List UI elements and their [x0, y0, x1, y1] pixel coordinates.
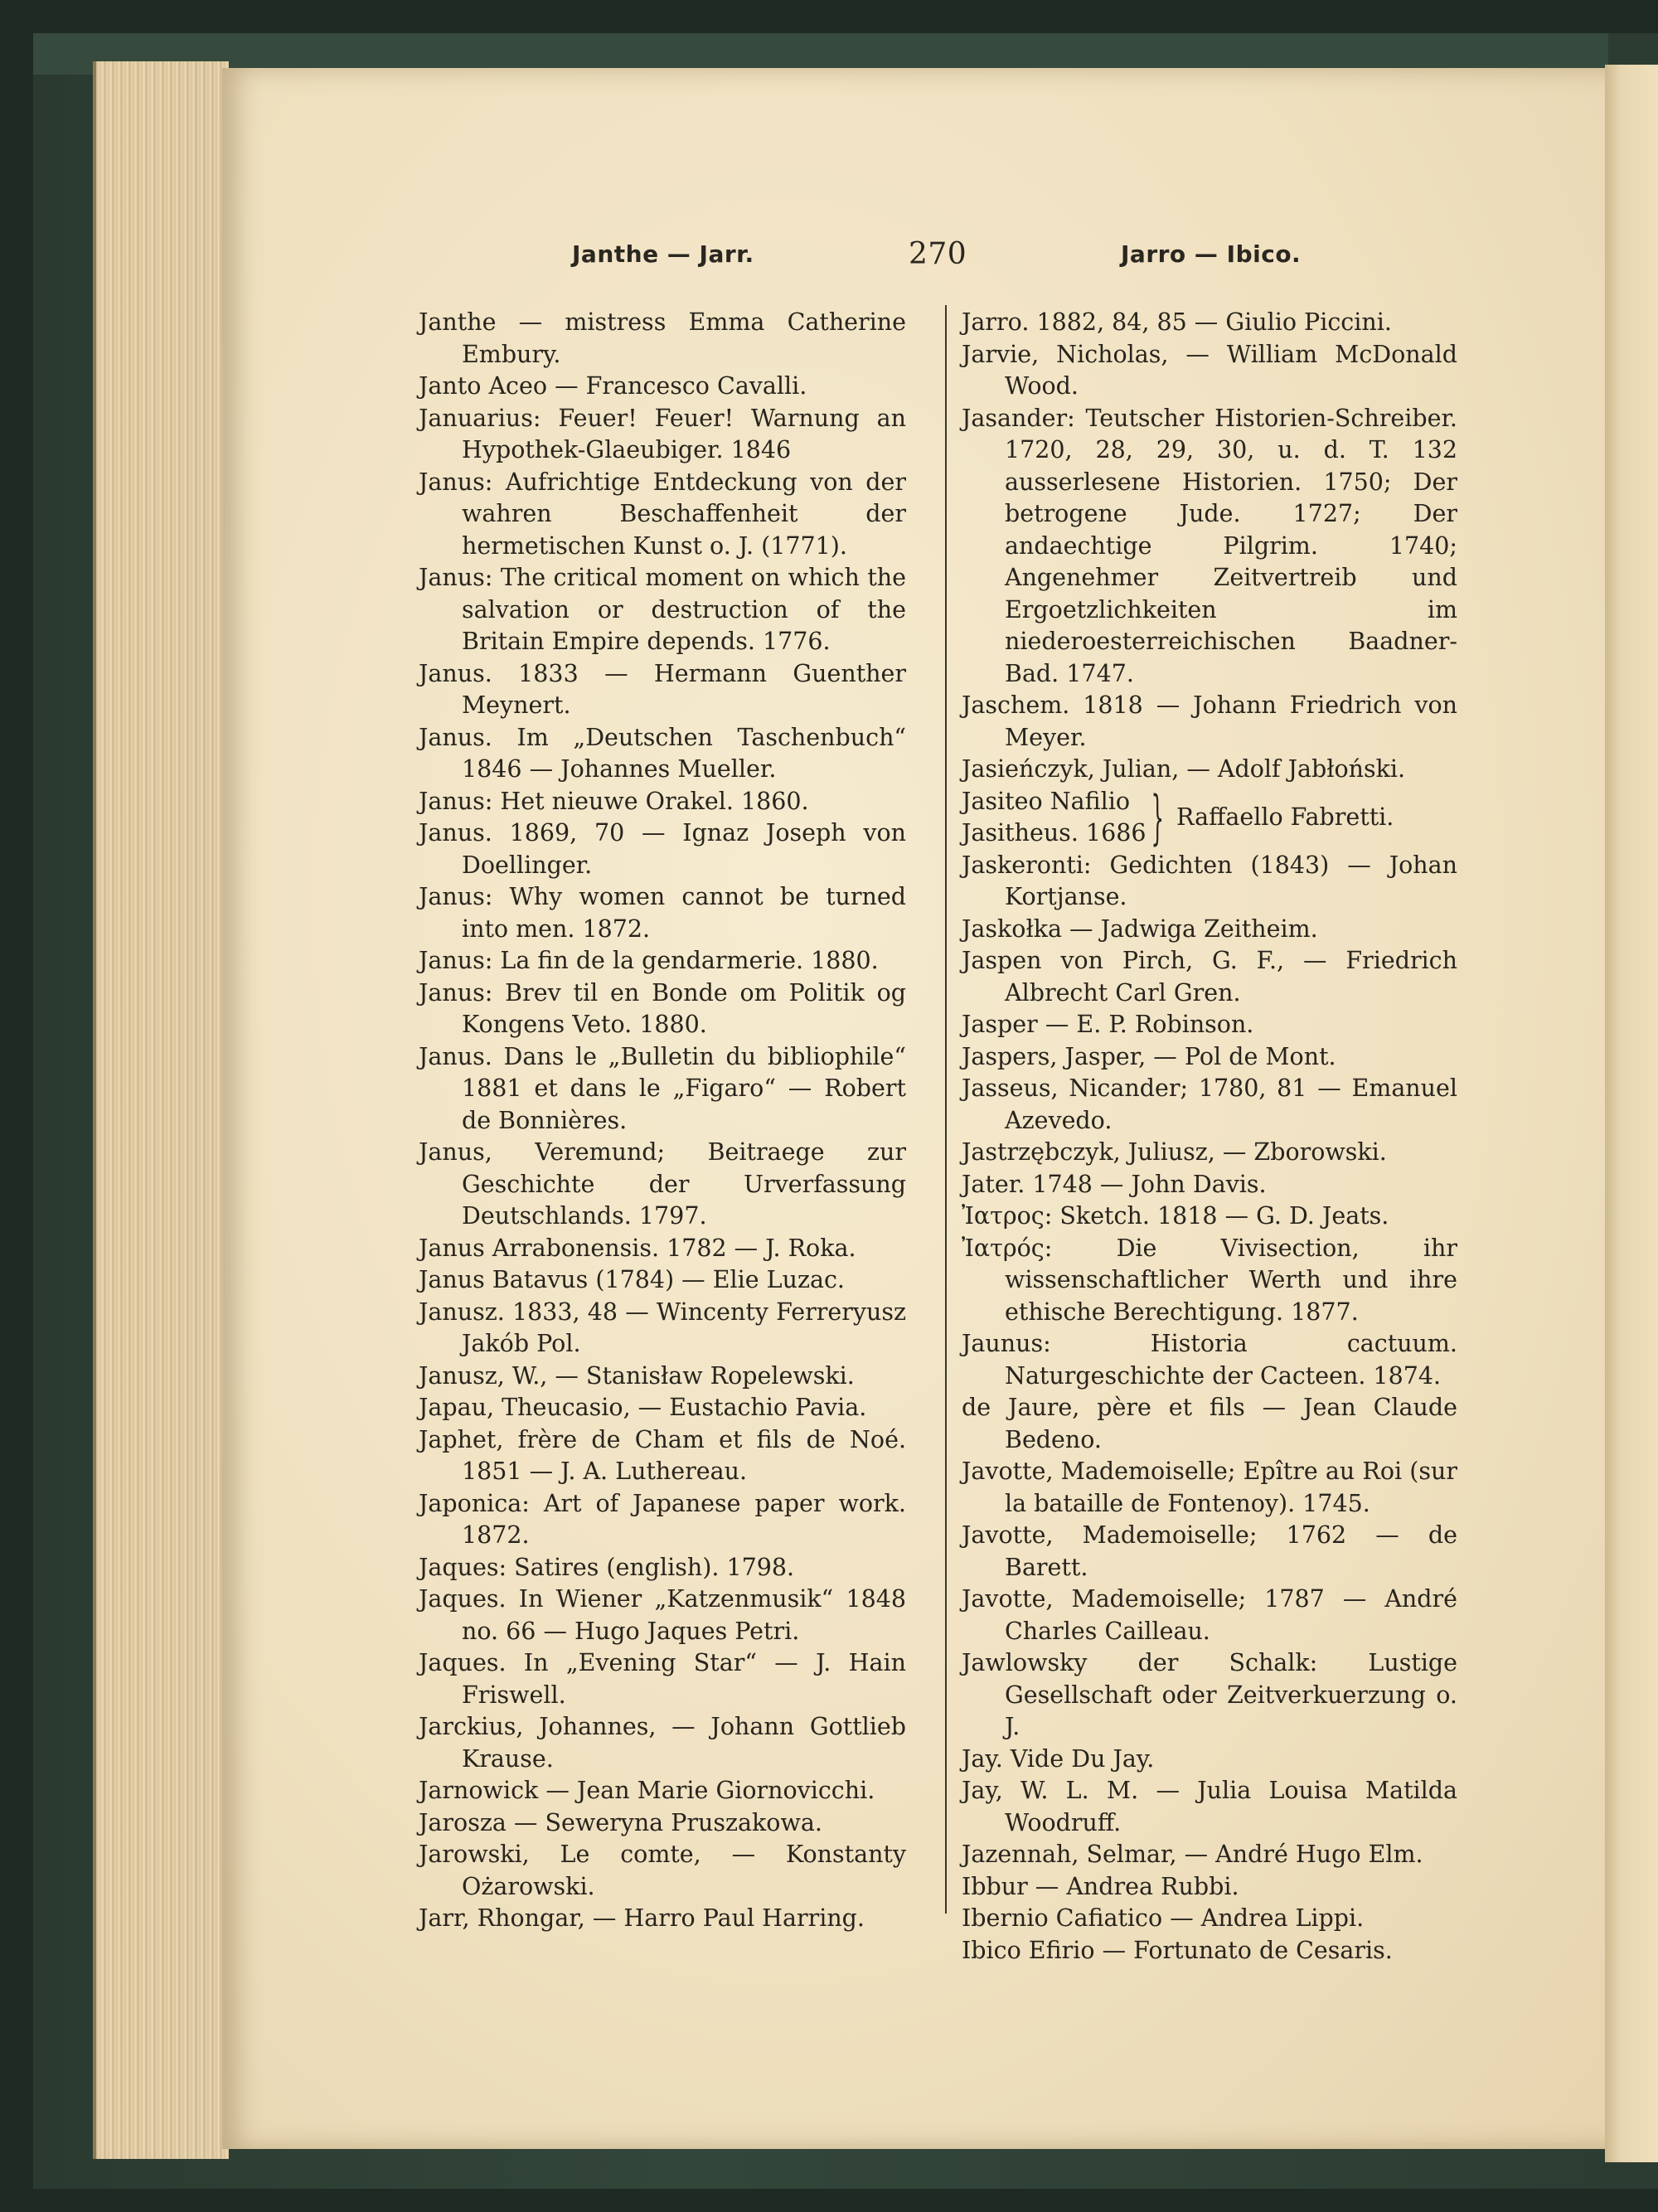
brace-line: Jasiteo Nafilio: [962, 787, 1131, 815]
column-divider: [945, 305, 947, 1914]
entry: Jarnowick — Jean Marie Giornovicchi.: [419, 1777, 875, 1804]
brace-pseudonyms: [962, 786, 1146, 850]
entry: Jawlowsky der Schalk: Lustige Gesellschaft oder Zeitverkuerzung o. J.: [962, 1649, 1457, 1740]
entry: Janus. 1869, 70 — Ignaz Joseph von Doellinger.: [419, 819, 906, 879]
entry: Jarro. 1882, 84, 85 — Giulio Piccini.: [962, 308, 1392, 336]
right-column: [962, 307, 1457, 1967]
entry: Janus. Im „Deutschen Taschenbuch“ 1846 — Johannes Mueller.: [419, 723, 906, 783]
entry: Janus, Veremund; Beitraege zur Geschichte der Urverfassung Deutschlands. 1797.: [419, 1138, 906, 1230]
entry: Japonica: Art of Japanese paper work. 1872.: [419, 1489, 906, 1549]
entry: Ibbur — Andrea Rubbi.: [962, 1872, 1239, 1900]
entry: Jazennah, Selmar, — André Hugo Elm.: [962, 1841, 1423, 1868]
entry: Japau, Theucasio, — Eustachio Pavia.: [419, 1394, 867, 1421]
entry: Jasper — E. P. Robinson.: [962, 1011, 1254, 1038]
entry: Janus. 1833 — Hermann Guenther Meynert.: [419, 659, 906, 719]
entry: Janusz, W., — Stanisław Ropelewski.: [419, 1361, 855, 1390]
page-number: 270: [909, 237, 967, 271]
entry: Ἰατρός: Die Vivisection, ihr wissenschaftlicher Werth und ihre ethische Berechtigung. 1877.: [962, 1234, 1457, 1326]
entry: Janto Aceo — Francesco Cavalli.: [419, 372, 807, 400]
page-edges: [93, 61, 229, 2159]
entry: Janusz. 1833, 48 — Wincenty Ferreryusz Jakób Pol.: [419, 1298, 906, 1357]
entry: Jarckius, Johannes, — Johann Gottlieb Krause.: [419, 1713, 906, 1773]
entry: Janthe — mistress Emma Catherine Embury.: [419, 308, 906, 368]
brace-target: Raffaello Fabretti.: [1176, 803, 1394, 831]
entry: Javotte, Mademoiselle; 1787 — André Charles Cailleau.: [962, 1585, 1457, 1645]
running-head-left: Janthe — Jarr.: [572, 240, 754, 268]
entry: Jaques. In „Evening Star“ — J. Hain Friswell.: [419, 1649, 906, 1709]
entry: Januarius: Feuer! Feuer! Warnung an Hypothek-Glaeubiger. 1846: [419, 404, 906, 463]
entry: Jay, W. L. M. — Julia Louisa Matilda Woodruff.: [962, 1777, 1457, 1836]
entry: Janus Batavus (1784) — Elie Luzac.: [419, 1266, 845, 1293]
entry: Jaunus: Historia cactuum. Naturgeschichte der Cacteen. 1874.: [962, 1330, 1457, 1390]
entry: Janus: The critical moment on which the salvation or destruction of the Britain Empire depends. 1776.: [419, 564, 906, 655]
entry: Jaskeronti: Gedichten (1843) — Johan Kortjanse.: [962, 851, 1457, 910]
entry: Jastrzębczyk, Juliusz, — Zborowski.: [962, 1138, 1387, 1166]
entry: Janus: La fin de la gendarmerie. 1880.: [419, 947, 879, 974]
entry: Japhet, frère de Cham et fils de Noé. 1851 — J. A. Luthereau.: [419, 1425, 906, 1485]
brace-entry: [962, 783, 1457, 851]
entry: Ibernio Cafiatico — Andrea Lippi.: [962, 1904, 1365, 1932]
brace-line: Jasitheus. 1686: [962, 819, 1147, 846]
entry: Janus: Het nieuwe Orakel. 1860.: [419, 787, 809, 815]
entry: Jaspers, Jasper, — Pol de Mont.: [962, 1042, 1336, 1070]
entry: Janus: Brev til en Bonde om Politik og Kongens Veto. 1880.: [419, 978, 906, 1038]
entry: Jaspen von Pirch, G. F., — Friedrich Albrecht Carl Gren.: [962, 947, 1457, 1007]
entry: Javotte, Mademoiselle; 1762 — de Barett.: [962, 1521, 1457, 1581]
left-column: [419, 307, 906, 1935]
entry: Ἰατρος: Sketch. 1818 — G. D. Jeats.: [962, 1202, 1389, 1230]
entry: Jay. Vide Du Jay.: [962, 1744, 1155, 1773]
entry: Janus: Why women cannot be turned into men. 1872.: [419, 883, 906, 943]
entry: Ibico Efirio — Fortunato de Cesaris.: [962, 1936, 1393, 1964]
entry: Jarowski, Le comte, — Konstanty Ożarowski.: [419, 1841, 906, 1900]
entry: Jaques: Satires (english). 1798.: [419, 1553, 795, 1581]
entry: Jaschem. 1818 — Johann Friedrich von Meyer.: [962, 691, 1457, 751]
facing-page-edge: [1605, 65, 1658, 2162]
entry: de Jaure, père et fils — Jean Claude Bedeno.: [962, 1394, 1457, 1453]
entry: Jarvie, Nicholas, — William McDonald Wood.: [962, 340, 1457, 400]
curly-brace-icon: }: [1151, 783, 1165, 851]
entry: Jaques. In Wiener „Katzenmusik“ 1848 no. 66 — Hugo Jaques Petri.: [419, 1585, 906, 1645]
entry: Janus: Aufrichtige Entdeckung von der wahren Beschaffenheit der hermetischen Kunst o. J. (1771).: [419, 468, 906, 560]
entry: Janus Arrabonensis. 1782 — J. Roka.: [419, 1234, 856, 1262]
entry: Janus. Dans le „Bulletin du bibliophile“ 1881 et dans le „Figaro“ — Robert de Bonnières.: [419, 1042, 906, 1134]
entry: Jater. 1748 — John Davis.: [962, 1170, 1267, 1198]
entry: Jarr, Rhongar, — Harro Paul Harring.: [419, 1904, 865, 1932]
entry: Javotte, Mademoiselle; Epître au Roi (sur la bataille de Fontenoy). 1745.: [962, 1458, 1457, 1517]
entry: Jarosza — Seweryna Pruszakowa.: [419, 1808, 822, 1836]
entry: Jasander: Teutscher Historien-Schreiber. 1720, 28, 29, 30, u. d. T. 132 ausserlesene Historien. 1750; Der betrogene Jude. 1727; Der andaechtige Pilgrim. 1740; Angenehmer Zeitvertreib und Ergoetzlichkeiten im niederoesterreichischen Baadner-Bad. 1747.: [962, 404, 1457, 687]
entry: Jasseus, Nicander; 1780, 81 — Emanuel Azevedo.: [962, 1074, 1457, 1134]
entry: Jasieńczyk, Julian, — Adolf Jabłoński.: [962, 755, 1406, 783]
entry: Jaskołka — Jadwiga Zeitheim.: [962, 914, 1318, 943]
running-head-right: Jarro — Ibico.: [1121, 240, 1302, 268]
